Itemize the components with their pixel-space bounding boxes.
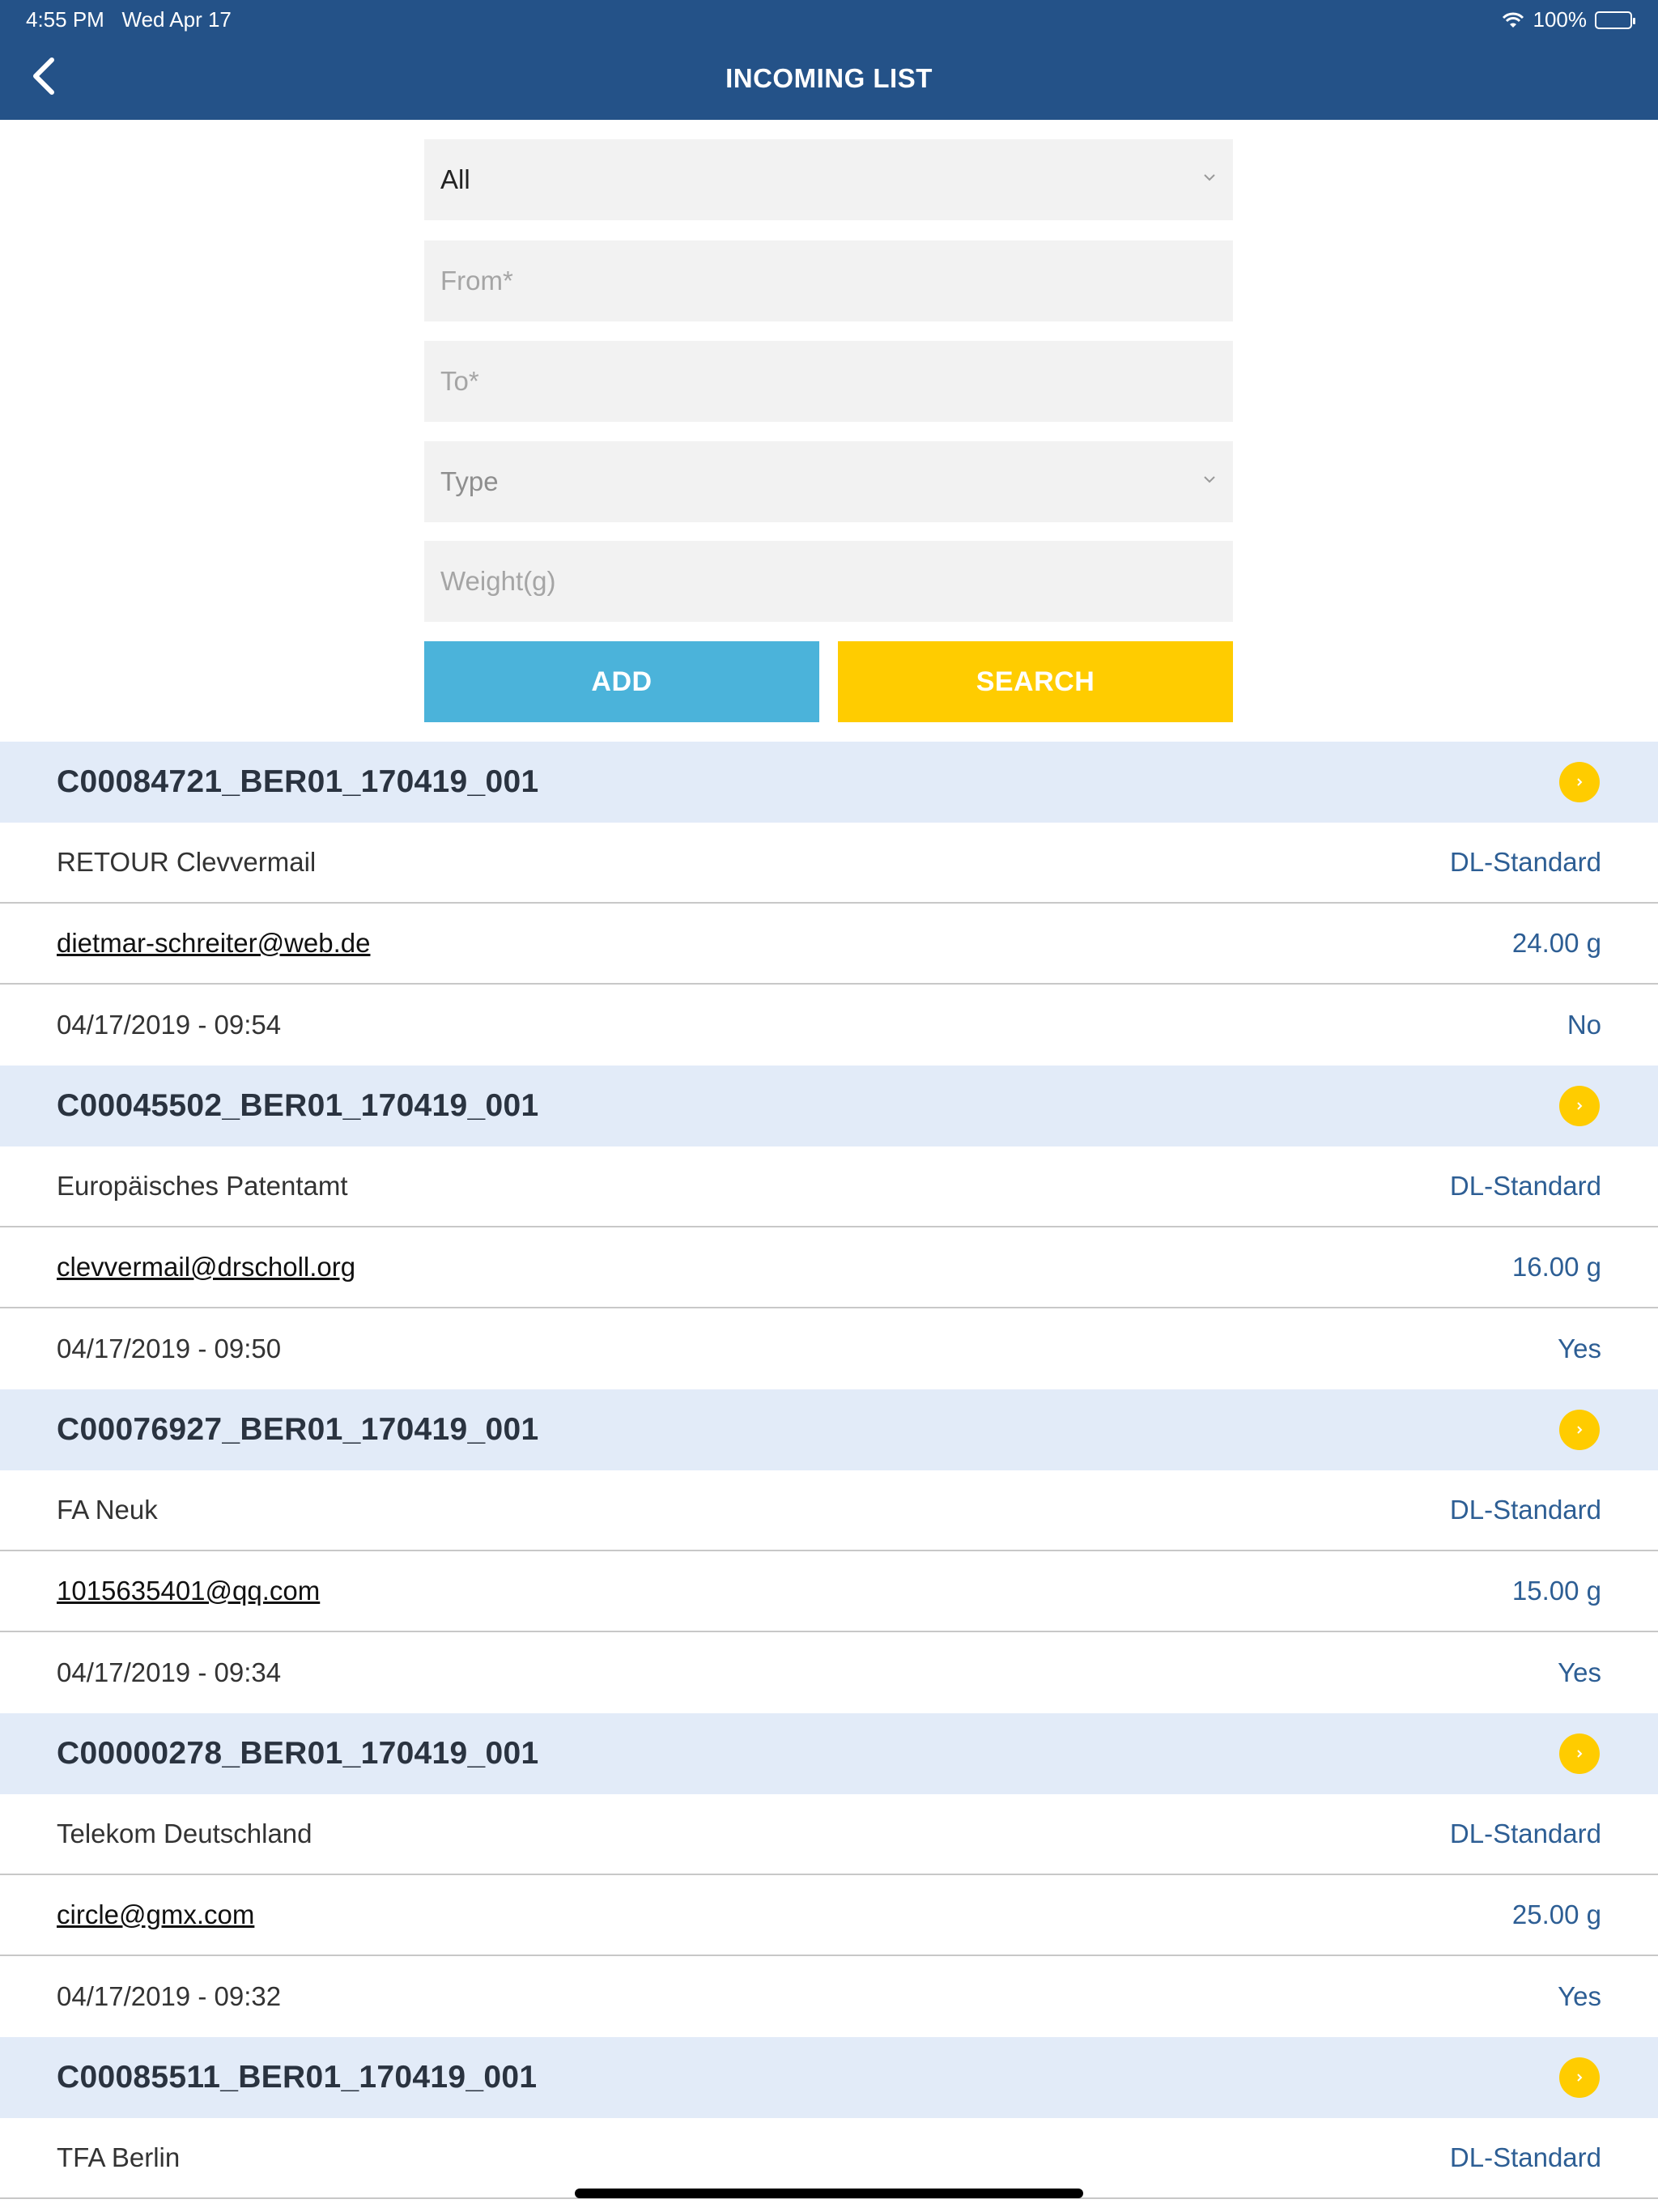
chevron-right-icon[interactable] [1559,2057,1600,2098]
item-type: DL-Standard [1449,847,1601,877]
item-row [0,985,1658,1066]
item-row [0,1551,1658,1632]
item-sender: Europäisches Patentamt [57,1171,348,1201]
status-right [1501,7,1633,32]
battery-percent: 100% [1533,7,1587,32]
item-datetime: 04/17/2019 - 09:32 [57,1981,282,2011]
item-row [0,1308,1658,1389]
item-type: DL-Standard [1449,1819,1601,1848]
from-placeholder: From* [440,266,513,296]
item-row [0,823,1658,904]
status-time-text: 4:55 PM [26,7,104,32]
item-flag: Yes [1558,1334,1601,1363]
item-sender: Telekom Deutschland [57,1819,312,1848]
item-row [0,1794,1658,1875]
item-row [0,1146,1658,1227]
weight-placeholder: Weight(g) [440,566,556,596]
filter-select-value: All [440,164,470,194]
chevron-down-icon [1202,170,1217,185]
item-header[interactable] [0,2037,1658,2118]
type-placeholder: Type [440,466,499,496]
item-header[interactable] [0,1713,1658,1794]
item-code: C00000278_BER01_170419_001 [57,1736,539,1771]
chevron-right-icon[interactable] [1559,1733,1600,1774]
incoming-list [0,742,1658,2199]
item-type: DL-Standard [1449,2142,1601,2172]
item-email[interactable]: clevvermail@drscholl.org [57,1252,356,1282]
item-type: DL-Standard [1449,1171,1601,1201]
item-weight: 15.00 g [1511,1576,1601,1606]
wifi-icon [1501,11,1525,29]
search-button[interactable]: SEARCH [838,641,1233,722]
item-row [0,1227,1658,1308]
item-weight: 16.00 g [1511,1252,1601,1282]
item-header[interactable] [0,742,1658,823]
top-bar [0,0,1658,120]
item-email[interactable]: circle@gmx.com [57,1899,255,1929]
chevron-down-icon [1202,472,1217,487]
item-type: DL-Standard [1449,1495,1601,1525]
chevron-right-icon[interactable] [1559,762,1600,802]
chevron-right-icon[interactable] [1559,1410,1600,1450]
item-weight: 25.00 g [1511,1899,1601,1929]
item-datetime: 04/17/2019 - 09:54 [57,1010,282,1040]
item-code: C00084721_BER01_170419_001 [57,764,539,799]
item-sender: FA Neuk [57,1495,158,1525]
item-datetime: 04/17/2019 - 09:34 [57,1657,282,1687]
item-flag: No [1567,1010,1601,1040]
to-placeholder: To* [440,366,479,396]
filter-select[interactable] [424,139,1233,220]
item-row [0,904,1658,985]
from-input[interactable] [424,240,1233,321]
status-bar [0,0,1658,37]
battery-icon [1595,11,1632,29]
to-input[interactable] [424,341,1233,422]
status-date: Wed Apr 17 [121,7,232,32]
type-select[interactable] [424,441,1233,522]
item-header[interactable] [0,1066,1658,1146]
add-button[interactable]: ADD [424,641,819,722]
item-row [0,1875,1658,1956]
item-code: C00085511_BER01_170419_001 [57,2060,538,2095]
item-datetime: 04/17/2019 - 09:50 [57,1334,282,1363]
status-time [26,7,232,32]
item-sender: RETOUR Clevvermail [57,847,317,877]
item-email[interactable]: dietmar-schreiter@web.de [57,928,371,958]
weight-input[interactable] [424,541,1233,622]
chevron-right-icon[interactable] [1559,1086,1600,1126]
item-email[interactable]: 1015635401@qq.com [57,1576,321,1606]
item-weight: 24.00 g [1511,928,1601,958]
item-flag: Yes [1558,1657,1601,1687]
item-row [0,1470,1658,1551]
item-flag: Yes [1558,1981,1601,2011]
item-row [0,1632,1658,1713]
item-row [0,2118,1658,2199]
page-title: INCOMING LIST [725,63,933,93]
item-sender: TFA Berlin [57,2142,181,2172]
item-code: C00045502_BER01_170419_001 [57,1088,539,1123]
item-header[interactable] [0,1389,1658,1470]
item-row [0,1956,1658,2037]
item-code: C00076927_BER01_170419_001 [57,1412,539,1447]
home-indicator[interactable] [575,2189,1083,2198]
